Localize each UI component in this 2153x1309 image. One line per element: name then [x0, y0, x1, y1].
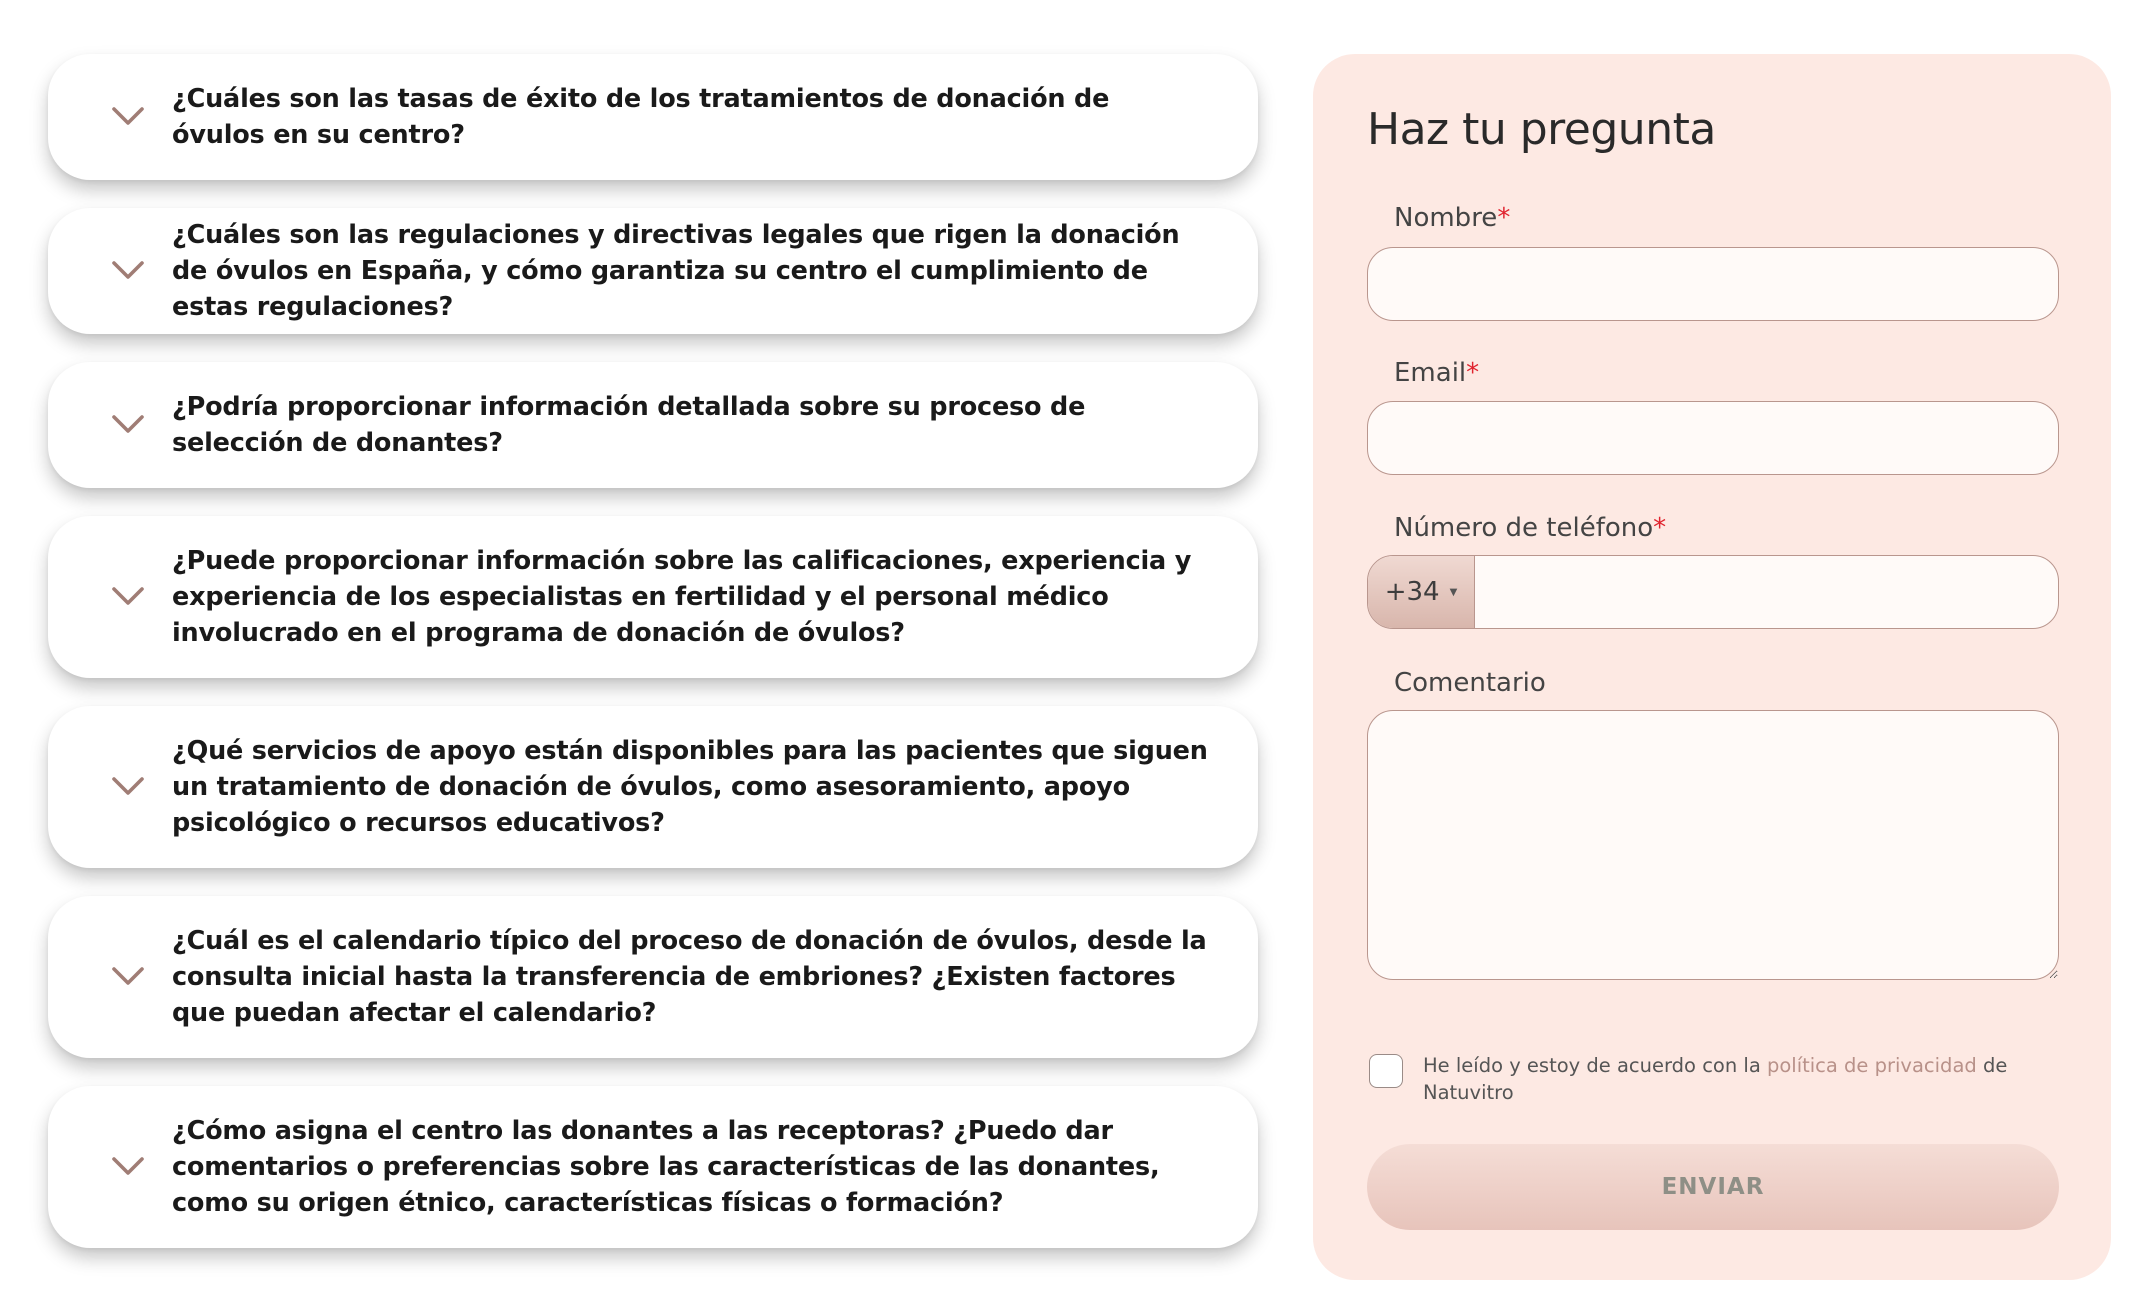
name-input[interactable]	[1367, 247, 2059, 321]
phone-input[interactable]	[1475, 556, 2058, 628]
email-label-text: Email	[1394, 358, 1467, 388]
privacy-checkbox[interactable]	[1369, 1054, 1403, 1088]
consent-prefix: He leído y estoy de acuerdo con la	[1423, 1054, 1767, 1077]
faq-list	[48, 54, 1258, 1248]
submit-button[interactable]: ENVIAR	[1367, 1144, 2059, 1230]
faq-question: ¿Cuáles son las tasas de éxito de los tratamientos de donación de óvulos en su centro?	[172, 84, 1110, 150]
country-code-select[interactable]	[1368, 556, 1475, 628]
faq-item[interactable]	[48, 208, 1258, 334]
faq-question: ¿Puede proporcionar información sobre las calificaciones, experiencia y experiencia de los especialistas en fertilidad y el personal médico involucrado en el programa de donación de óvulos?	[172, 546, 1192, 648]
faq-item[interactable]	[48, 706, 1258, 868]
phone-field	[1367, 555, 2059, 629]
caret-down-icon: ▼	[1449, 586, 1458, 598]
email-label	[1394, 358, 1479, 388]
chevron-down-icon[interactable]	[111, 1155, 145, 1177]
comment-textarea[interactable]	[1367, 710, 2059, 980]
faq-question: ¿Podría proporcionar información detallada sobre su proceso de selección de donantes?	[172, 392, 1086, 458]
email-input[interactable]	[1367, 401, 2059, 475]
name-label-text: Nombre	[1394, 203, 1498, 233]
chevron-down-icon[interactable]	[111, 413, 145, 435]
form-title: Haz tu pregunta	[1367, 104, 1716, 155]
phone-label-text: Número de teléfono	[1394, 513, 1654, 543]
comment-label: Comentario	[1394, 668, 1546, 698]
faq-question: ¿Cuáles son las regulaciones y directivas legales que rigen la donación de óvulos en España, y cómo garantiza su centro el cumplimiento de estas regulaciones?	[172, 220, 1180, 322]
consent-suffix: de Natuvitro	[1423, 1054, 2008, 1104]
chevron-down-icon[interactable]	[111, 105, 145, 127]
privacy-consent-text	[1423, 1052, 2043, 1106]
faq-question: ¿Cuál es el calendario típico del proceso de donación de óvulos, desde la consulta inicial hasta la transferencia de embriones? ¿Existen factores que puedan afectar el calendario?	[172, 926, 1207, 1028]
faq-item[interactable]	[48, 896, 1258, 1058]
faq-item[interactable]	[48, 54, 1258, 180]
faq-question: ¿Qué servicios de apoyo están disponibles para las pacientes que siguen un tratamiento de donación de óvulos, como asesoramiento, apoyo psicológico o recursos educativos?	[172, 736, 1208, 838]
name-label	[1394, 203, 1510, 233]
chevron-down-icon[interactable]	[111, 965, 145, 987]
faq-item[interactable]	[48, 362, 1258, 488]
privacy-policy-link[interactable]: política de privacidad	[1766, 1054, 1977, 1077]
faq-item[interactable]	[48, 516, 1258, 678]
country-code-value: +34	[1384, 577, 1440, 607]
required-mark: *	[1653, 513, 1667, 543]
required-mark: *	[1497, 203, 1511, 233]
chevron-down-icon[interactable]	[111, 585, 145, 607]
chevron-down-icon[interactable]	[111, 775, 145, 797]
chevron-down-icon[interactable]	[111, 259, 145, 281]
required-mark: *	[1466, 358, 1480, 388]
question-form	[1313, 54, 2111, 1280]
faq-question: ¿Cómo asigna el centro las donantes a las receptoras? ¿Puedo dar comentarios o preferencias sobre las características de las donantes, como su origen étnico, características físicas o formación?	[172, 1116, 1160, 1218]
phone-label	[1394, 513, 1666, 543]
faq-item[interactable]	[48, 1086, 1258, 1248]
